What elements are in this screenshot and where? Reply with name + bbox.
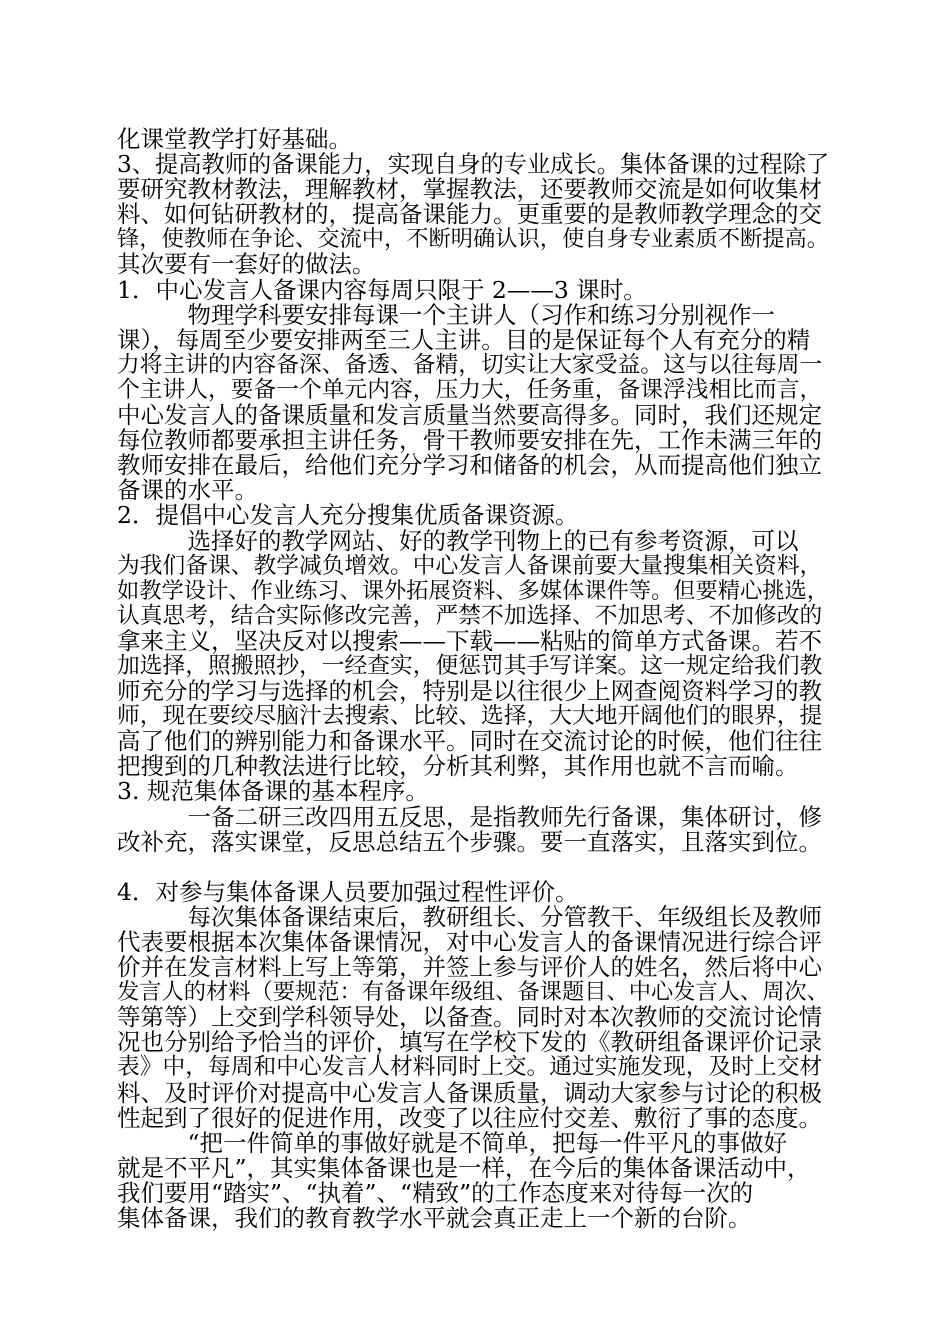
text-line: 性起到了很好的促进作用，改变了以往应付交差、敷衍了事的态度。 bbox=[117, 1103, 822, 1132]
text-line: 3、提高教师的备课能力，实现自身的专业成长。集体备课的过程除了 bbox=[117, 151, 830, 179]
text-line: 化课堂教学打好基础。 bbox=[117, 125, 352, 153]
text-line: 一备二研三改四用五反思，是指教师先行备课，集体研讨，修 bbox=[117, 802, 822, 831]
text-line: 料、及时评价对提高中心发言人备课质量，调动大家参与讨论的积极 bbox=[117, 1078, 822, 1107]
text-line: 每位教师都要承担主讲任务，骨干教师要安排在先，工作未满三年的 bbox=[117, 426, 822, 455]
text-line: 价并在发言材料上写上等第，并签上参与评价人的姓名，然后将中心 bbox=[117, 953, 822, 982]
text-line: 集体备课，我们的教育教学水平就会真正走上一个新的台阶。 bbox=[117, 1204, 752, 1233]
text-line: 师，现在要绞尽脑汁去搜索、比较、选择，大大地开阔他们的眼界，提 bbox=[117, 703, 823, 730]
text-line: 3. 规范集体备课的基本程序。 bbox=[117, 777, 429, 806]
text-line: 4．对参与集体备课人员要加强过程性评价。 bbox=[117, 877, 579, 906]
text-line: 锋，使教师在争论、交流中，不断明确认识，使自身专业素质不断提高。 bbox=[117, 226, 829, 253]
text-line: 物理学科要安排每课一个主讲人（习作和练习分别视作一 bbox=[117, 300, 775, 329]
text-line: 代表要根据本次集体备课情况，对中心发言人的备课情况进行综合评 bbox=[117, 928, 822, 956]
text-line: 2．提倡中心发言人充分搜集优质备课资源。 bbox=[117, 501, 579, 530]
text-line: 中心发言人的备课质量和发言质量当然要高得多。同时，我们还规定 bbox=[117, 401, 822, 430]
text-line: 要研究教材教法，理解教材，掌握教法，还要教师交流是如何收集材 bbox=[117, 175, 822, 204]
text-line: 等第等）上交到学科领导处，以备查。同时对本次教师的交流讨论情 bbox=[117, 1003, 822, 1032]
text-line: 拿来主义，坚决反对以搜索——下载——粘贴的简单方式备课。若不 bbox=[117, 626, 822, 655]
text-line: 为我们备课、教学减负增效。中心发言人备课前要大量搜集相关资料， bbox=[117, 552, 823, 579]
text-line: 表》中，每周和中心发言人材料同时上交。通过实施发现，及时上交材 bbox=[117, 1054, 823, 1081]
text-line: “把一件简单的事做好就是不简单，把每一件平凡的事做好 bbox=[117, 1128, 788, 1157]
text-line: 选择好的教学网站、好的教学刊物上的已有参考资源，可以 bbox=[117, 526, 799, 555]
text-line: 我们要用“踏实”、“执着”、“精致”的工作态度来对待每一次的 bbox=[117, 1178, 754, 1207]
text-line: 个主讲人，要备一个单元内容，压力大，任务重，备课浮浅相比而言， bbox=[117, 376, 823, 403]
text-line: 加选择，照搬照抄，一经查实，便惩罚其手写详案。这一规定给我们教 bbox=[117, 652, 823, 679]
text-line: 发言人的材料（要规范：有备课年级组、备课题目、中心发言人、周次、 bbox=[117, 979, 829, 1006]
text-line: 每次集体备课结束后，教研组长、分管教干、年级组长及教师 bbox=[117, 902, 822, 931]
text-line: 师充分的学习与选择的机会，特别是以往很少上网查阅资料学习的教 bbox=[117, 677, 822, 706]
text-line: 课），每周至少要安排两至三人主讲。目的是保证每个人有充分的精 bbox=[117, 325, 811, 354]
blank-line bbox=[117, 855, 817, 880]
document-page bbox=[117, 125, 830, 1233]
text-line: 其次要有一套好的做法。 bbox=[117, 250, 376, 279]
text-line: 备课的水平。 bbox=[117, 476, 258, 505]
text-line: 就是不平凡”，其实集体备课也是一样，在今后的集体备课活动中， bbox=[117, 1153, 811, 1182]
text-line: 高了他们的辨别能力和备课水平。同时在交流讨论的时候，他们往往 bbox=[117, 727, 822, 756]
text-line: 1．中心发言人备课内容每周只限于 2——3 课时。 bbox=[117, 275, 647, 304]
text-line: 认真思考，结合实际修改完善，严禁不加选择、不加思考、不加修改的 bbox=[117, 602, 823, 629]
text-line: 教师安排在最后，给他们充分学习和储备的机会，从而提高他们独立 bbox=[117, 451, 822, 480]
text-line: 把搜到的几种教法进行比较，分析其利弊，其作用也就不言而喻。 bbox=[117, 752, 799, 781]
text-line: 况也分别给予恰当的评价，填写在学校下发的《教研组备课评价记录 bbox=[117, 1028, 822, 1057]
text-line: 力将主讲的内容备深、备透、备精，切实让大家受益。这与以往每周一 bbox=[117, 351, 823, 378]
text-line: 料、如何钻研教材的，提高备课能力。更重要的是教师教学理念的交 bbox=[117, 200, 822, 229]
text-line: 改补充，落实课堂，反思总结五个步骤。要一直落实，且落实到位。 bbox=[117, 827, 822, 856]
text-line: 如教学设计、作业练习、课外拓展资料、多媒体课件等。但要精心挑选， bbox=[117, 577, 829, 604]
